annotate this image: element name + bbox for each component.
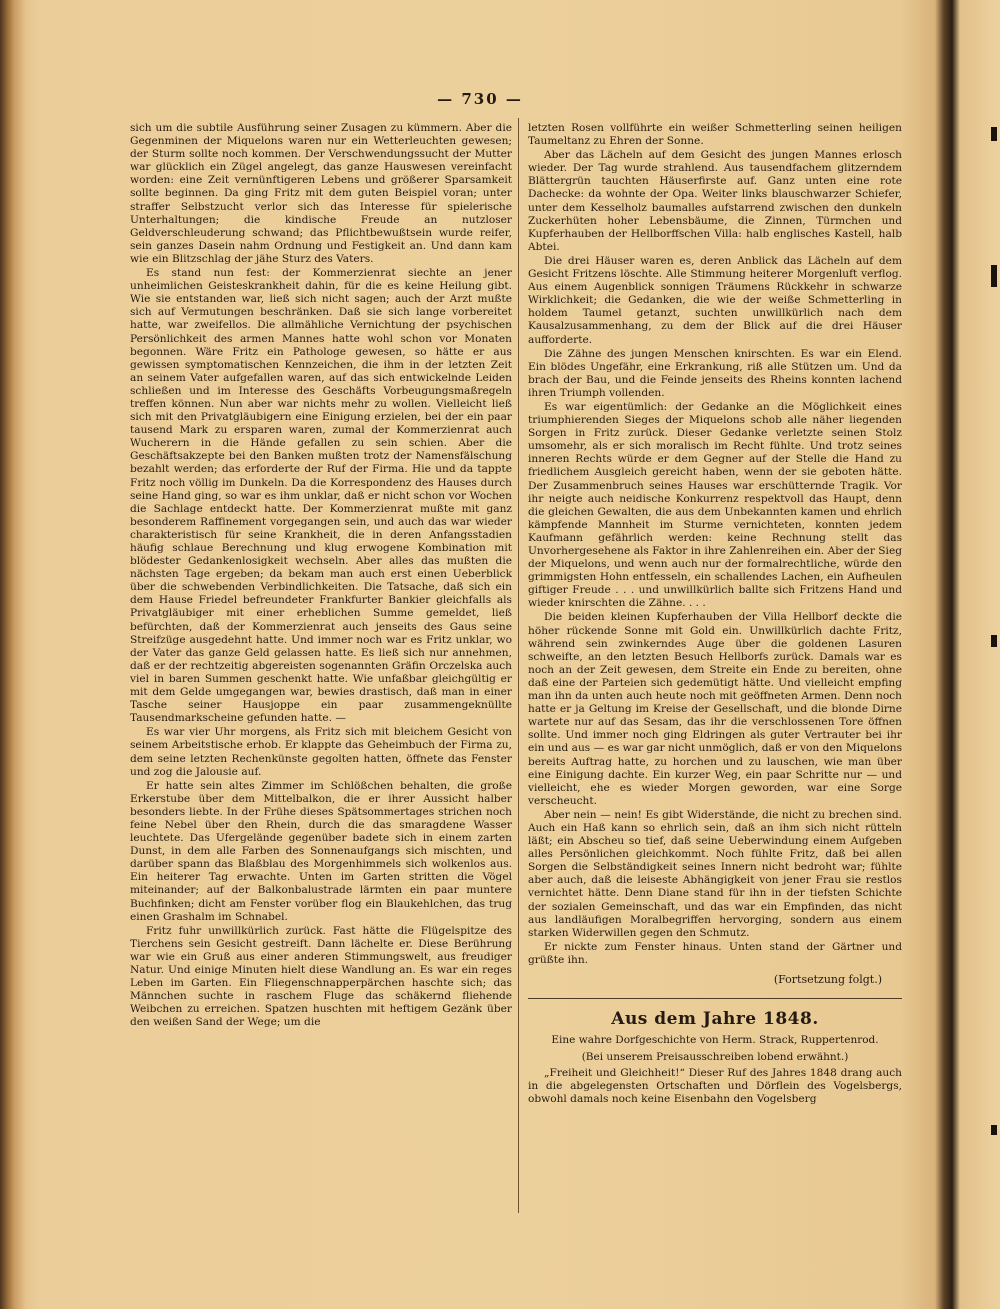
right-paragraph: Aber das Lächeln auf dem Gesicht des jungen Mannes erlosch wieder. Der Tag wurde strahlend. Aus tausendfachem glitzerndem Blättergrün tauchten Häuserfirste auf. Ganz unten eine rote Dachecke: da wohnte der Opa. Weiter links blauschwarzer Schiefer, unter dem Kesselholz baumalles aufstarrend zwischen den dunkeln Zuckerhüten hoher Lebensbäume, die Zinnen, Türmchen und Kupferhauben der Hellborffschen Villa: halb englisches Kastell, halb Abtei. [528, 149, 902, 253]
left-paragraph: Es stand nun fest: der Kommerzienrat siechte an jener unheimlichen Geisteskrankheit dahin, für die es keine Heilung gibt. Wie sie entstanden war, ließ sich nicht sagen; auch der Arzt mußte sich auf Vermutungen beschränken. Daß sie sich lange vorbereitet hatte, war zweifellos. Die allmähliche Vernichtung der psychischen Persönlichkeit des armen Mannes hatte wohl schon vor Monaten begonnen. Wäre Fritz ein Pathologe gewesen, so hätte er aus gewissen symptomatischen Kennzeichen, die ihm in der letzten Zeit an seinem Vater aufgefallen waren, auf das sich entwickelnde Leiden schließen und im Interesse des Geschäfts Vorbeugungsmaßregeln treffen können. Nun aber war nichts mehr zu wollen. Vielleicht ließ sich mit den Privatgläubigern eine Einigung erzielen, bei der ein paar tausend Mark zu ersparen waren, zumal der Kommerzienrat auch Wucherern in die Hände gefallen zu sein schien. Aber die Geschäftsakzepte bei den Banken mußten trotz der Namensfälschung bezahlt werden; das erforderte der Ruf der Firma. Hie und da tappte Fritz noch völlig im Dunkeln. Da die Korrespondenz des Hauses durch seine Hand ging, so war es ihm unklar, daß er nicht schon vor Wochen die Sachlage entdeckt hatte. Der Kommerzienrat mußte mit ganz besonderem Raffinement vorgegangen sein, und auch das war wieder charakteristisch für seine Krankheit, die in deren Anfangsstadien häufig schlaue Berechnung und klug erwogene Kombination mit blödester Gedankenlosigkeit wechseln. Aber alles das mußten die nächsten Tage ergeben; da bekam man auch erst einen Ueberblick über die schwebenden Verbindlichkeiten. Die Tatsache, daß sich ein dem Hause Friedel befreundeter Frankfurter Bankier gleichfalls als Privatgläubiger mit einer erheblichen Summe gemeldet, ließ befürchten, daß der Kommerzienrat auch jenseits des Gaus seine Streifzüge ausgedehnt hatte. Und immer noch war es Fritz unklar, wo der Vater das ganze Geld gelassen hatte. Es ließ sich nur annehmen, daß er der rechtzeitig abgereisten sogenannten Gräfin Orczelska auch viel in baren Summen geschenkt hatte. Wie unfaßbar gleichgültig er mit dem Gelde umgegangen war, bewies drastisch, daß man in einer Tasche seiner Hausjoppe ein paar zusammengeknüllte Tausendmarkscheine gefunden hatte. — [130, 267, 512, 725]
left-paragraph: Es war vier Uhr morgens, als Fritz sich mit bleichem Gesicht von seinem Arbeitstische erhob. Er klappte das Geheimbuch der Firma zu, dem seine letzten Rechenkünste gegolten hatten, öffnete das Fenster und zog die Jalousie auf. [130, 726, 512, 778]
right-paragraph: Die drei Häuser waren es, deren Anblick das Lächeln auf dem Gesicht Fritzens löschte. Alle Stimmung heiterer Morgenluft verflog. Aus einem Augenblick sonnigen Träumens Rückkehr in schwarze Wirklichkeit; die Gedanken, die wie der weiße Schmetterling in holdem Taumel getanzt, suchten unwillkürlich nach dem Kausalzusammenhang, zu dem der Blick auf die drei Häuser aufforderte. [528, 254, 902, 346]
left-column [130, 122, 512, 1029]
facing-page-edge [963, 115, 993, 1285]
right-paragraph: letzten Rosen vollführte ein weißer Schmetterling seinen heiligen Taumeltanz zu Ehren der Sonne. [528, 122, 902, 148]
left-paragraph: Er hatte sein altes Zimmer im Schlößchen behalten, die große Erkerstube über dem Mittelbalkon, die er ihrer Aussicht halber besonders liebte. In der Frühe dieses Spätsommertages strichen noch feine Nebel über den Rhein, durch die das smaragdene Wasser leuchtete. Das Ufergelände gegenüber badete sich in einem zarten Dunst, in dem alle Farben des Sonnenaufgangs sich mischten, und darüber spann das Blaßblau des Morgenhimmels sich wolkenlos aus. Ein heiterer Tag erwachte. Unten im Garten stritten die Vögel miteinander; auf der Balkonbalustrade lärmten ein paar muntere Buchfinken; dicht am Fenster vorüber flog ein Blaukehlchen, das trug einen Grashalm im Schnabel. [130, 779, 512, 923]
right-paragraph: Aber nein — nein! Es gibt Widerstände, die nicht zu brechen sind. Auch ein Haß kann so ehrlich sein, daß an ihm sich nicht rütteln läßt; ein Abscheu so tief, daß seine Ueberwindung einem Aufgeben alles Persönlichen gleichkommt. Noch fühlte Fritz, daß bei allen Sorgen die Selbständigkeit seines Innern nicht bedroht war; fühlte aber auch, daß die leiseste Abhängigkeit von jener Frau sie restlos vernichtet hätte. Denn Diane stand für ihn in der tiefsten Schichte der sozialen Gemeinschaft, und das war ein Empfinden, das nicht aus landläufigen Moralbegriffen hervorging, sondern aus einem starken Widerwillen gegen den Schmutz. [528, 808, 902, 939]
article-byline-note: (Bei unserem Preisausschreiben lobend erwähnt.) [581, 1050, 849, 1063]
right-paragraph: Er nickte zum Fenster hinaus. Unten stand der Gärtner und grüßte ihn. [528, 940, 902, 966]
continuation-note: (Fortsetzung folgt.) [773, 973, 882, 986]
section-rule [528, 998, 902, 999]
left-paragraph: Fritz fuhr unwillkürlich zurück. Fast hätte die Flügelspitze des Tierchens sein Gesicht gestreift. Dann lächelte er. Diese Berührung war wie ein Gruß aus einer anderen Stimmungswelt, aus freudiger Natur. Und einige Minuten hielt diese Wandlung an. Es war ein reges Leben im Garten. Ein Fliegenschnapperpärchen haschte sich; das Männchen suchte in raschem Fluge das schäkernd fliehende Weibchen zu erreichen. Spatzen huschten mit heftigem Gezänk über den weißen Sand der Wege; um die [130, 924, 512, 1029]
right-paragraph: Die beiden kleinen Kupferhauben der Villa Hellborf deckte die höher rückende Sonne mit Gold ein. Unwillkürlich dachte Fritz, während sein zwinkerndes Auge über die goldenen Lasuren schweifte, an den letzten Besuch Hellborfs zurück. Damals war es noch an der Zeit gewesen, dem Streite ein Ende zu bereiten, ohne daß eine der Parteien sich gedemütigt hätte. Und vielleicht empfing man ihn da unten auch heute noch mit geöffneten Armen. Denn noch hatte er ja Geltung im Kreise der Gesellschaft, und die blonde Dirne wartete nur auf das Sesam, das ihr die verschlossenen Tore öffnen sollte. Und immer noch ging Eldringen als guter Vertrauter bei ihr ein und aus — es war gar nicht unmöglich, daß er von den Miquelons bereits Auftrag hatte, zu horchen und zu lauschen, wie man über eine Einigung dachte. Ein kurzer Weg, ein paar Schritte nur — und vielleicht, ehe es wieder Morgen geworden, war eine Sorge verscheucht. [528, 611, 902, 807]
facing-page-mark [991, 265, 997, 287]
right-column [528, 122, 902, 1106]
column-divider [518, 118, 519, 1213]
article-heading: Aus dem Jahre 1848. [611, 1009, 819, 1030]
facing-page-mark [991, 127, 997, 141]
article-paragraph: „Freiheit und Gleichheit!“ Dieser Ruf des Jahres 1848 drang auch in die abgelegensten Ortschaften und Dörflein des Vogelsbergs, obwohl damals noch keine Eisenbahn den Vogelsberg [528, 1067, 902, 1106]
facing-page-mark [991, 635, 997, 647]
right-paragraph: Die Zähne des jungen Menschen knirschten. Es war ein Elend. Ein blödes Ungefähr, eine Erkrankung, riß alle Stützen um. Und da brach der Bau, und die Feinde jenseits des Rheins konnten lachend ihren Triumph vollenden. [528, 347, 902, 399]
facing-page-mark [991, 1125, 997, 1135]
right-paragraph: Es war eigentümlich: der Gedanke an die Möglichkeit eines triumphierenden Sieges der Miquelons schob alle näher liegenden Sorgen in Fritz zurück. Dieser Gedanke verletzte seinen Stolz umsomehr, als er sich moralisch im Recht fühlte. Und trotz seines inneren Rechts würde er dem Gegner auf der Stelle die Hand zu friedlichem Ausgleich gereicht haben, wenn der sie geboten hätte. Der Zusammenbruch seines Hauses war erschütternde Tragik. Vor ihr neigte auch neidische Konkurrenz respektvoll das Haupt, denn die gleichen Gewalten, die aus dem Unbekannten kamen und ehrlich kämpfende Mannheit im Sturme vernichteten, konnten jedem Kaufmann gefährlich werden: keine Rechnung stellt das Unvorhergesehene als Faktor in ihre Zahlenreihen ein. Aber der Sieg der Miquelons, und wenn auch nur der formalrechtliche, würde den grimmigsten Hohn entfesseln, ein schallendes Lachen, ein Aufheulen giftiger Freude . . . und unwillkürlich ballte sich Fritzens Hand und wieder knirschten die Zähne. . . . [528, 400, 902, 610]
left-paragraph: sich um die subtile Ausführung seiner Zusagen zu kümmern. Aber die Gegenminen der Miquelons waren nur ein Wetterleuchten gewesen; der Sturm sollte noch kommen. Der Verschwendungssucht der Mutter war glücklich ein Zügel angelegt, das ganze Hauswesen vereinfacht worden: eine Zeit vernünftigeren Lebens und größerer Sparsamkeit sollte beginnen. Da ging Fritz mit dem guten Beispiel voran; unter straffer Selbstzucht verlor sich das Interesse für spielerische Unterhaltungen; die kindische Freude an nutzloser Geldverschleuderung schwand; das Pflichtbewußtsein wurde reifer, sein ganzes Dasein nahm Ordnung und Festigkeit an. Und dann kam wie ein Blitzschlag der jähe Sturz des Vaters. [130, 122, 512, 265]
page-number: — 730 — [437, 90, 523, 108]
article-byline: Eine wahre Dorfgeschichte von Herm. Strack, Ruppertenrod. [551, 1034, 879, 1047]
